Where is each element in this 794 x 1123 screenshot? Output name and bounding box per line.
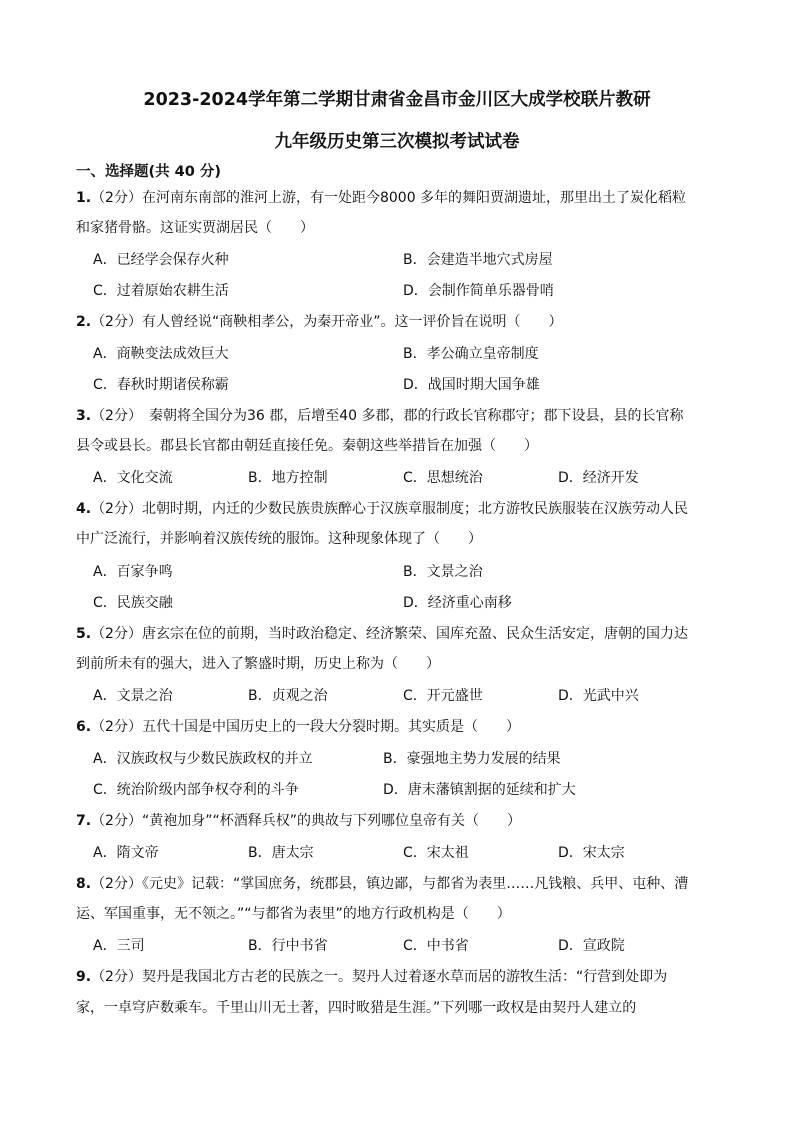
question-text: （2分） 秦朝将全国分为36 郡，后增至40 多郡，郡的行政长官称郡守；郡下设县，县的长官称 [91, 408, 684, 424]
question-3-option-c[interactable]: C．思想统治 [403, 470, 483, 486]
question-text: （2分）《元史》记载：“掌国庶务，统郡县，镇边鄙，与都省为表里……凡钱粮、兵甲、屯种、漕 [91, 876, 689, 892]
question-text: （2分）“黄袍加身”“杯酒释兵权”的典故与下列哪位皇帝有关（ ） [91, 813, 521, 829]
question-8-option-b[interactable]: B．行中书省 [248, 938, 328, 954]
question-4-line-1 [76, 498, 688, 518]
question-2-option-a[interactable]: A．商鞅变法成效巨大 [93, 346, 229, 362]
question-8-line-2: 运、军国重事，无不领之。”“与都省为表里”的地方行政机构是（ ） [76, 906, 511, 922]
question-6-option-d[interactable]: D．唐末藩镇割据的延续和扩大 [383, 782, 576, 798]
question-5-option-d[interactable]: D．光武中兴 [558, 688, 639, 704]
question-7-option-a[interactable]: A．隋文帝 [93, 845, 159, 861]
question-text: （2分）五代十国是中国历史上的一段大分裂时期。其实质是（ ） [91, 719, 520, 735]
question-text: （2分）有人曾经说“商鞅相孝公，为秦开帝业”。这一评价旨在说明（ ） [91, 314, 563, 330]
question-7-option-c[interactable]: C．宋太祖 [403, 845, 469, 861]
exam-title-line1: 2023-2024学年第二学期甘肃省金昌市金川区大成学校联片教研 [143, 90, 651, 110]
question-5-option-b[interactable]: B．贞观之治 [248, 688, 328, 704]
question-3-line-2: 县令或县长。郡县长官都由朝廷直接任免。秦朝这些举措旨在加强（ ） [76, 438, 538, 454]
question-text: （2分）在河南东南部的淮河上游，有一处距今8000 多年的舞阳贾湖遗址，那里出土了炭化稻粒 [91, 190, 687, 206]
question-number: 1. [76, 190, 92, 206]
question-number: 3. [76, 408, 92, 424]
question-3-option-d[interactable]: D．经济开发 [558, 470, 639, 486]
question-6-line-1 [76, 716, 520, 736]
question-6-option-a[interactable]: A．汉族政权与少数民族政权的并立 [93, 751, 313, 767]
question-1-line-1 [76, 187, 686, 207]
question-7-option-d[interactable]: D．宋太宗 [558, 845, 625, 861]
question-4-option-d[interactable]: D．经济重心南移 [403, 595, 512, 611]
question-number: 7. [76, 813, 92, 829]
question-9-line-1 [76, 966, 667, 986]
question-1-option-c[interactable]: C．过着原始农耕生活 [93, 283, 229, 299]
question-8-option-a[interactable]: A．三司 [93, 938, 145, 954]
question-7-option-b[interactable]: B．唐太宗 [248, 845, 314, 861]
question-1-option-b[interactable]: B．会建造半地穴式房屋 [403, 252, 553, 268]
question-4-option-c[interactable]: C．民族交融 [93, 595, 173, 611]
question-1-option-a[interactable]: A．已经学会保存火种 [93, 252, 229, 268]
question-text: （2分）北朝时期，内迁的少数民族贵族醉心于汉族章服制度；北方游牧民族服装在汉族劳动人民 [91, 501, 688, 517]
question-number: 5. [76, 626, 92, 642]
question-2-line-1 [76, 311, 562, 331]
question-number: 8. [76, 876, 92, 892]
question-2-option-d[interactable]: D．战国时期大国争雄 [403, 377, 540, 393]
question-4-line-2: 中广泛流行，并影响着汉族传统的服饰。这种现象体现了（ ） [76, 531, 482, 547]
question-5-line-1 [76, 623, 688, 643]
question-8-option-c[interactable]: C．中书省 [403, 938, 469, 954]
question-3-line-1 [76, 405, 684, 425]
question-3-option-b[interactable]: B．地方控制 [248, 470, 328, 486]
question-3-option-a[interactable]: A．文化交流 [93, 470, 173, 486]
question-6-option-c[interactable]: C．统治阶级内部争权夺利的斗争 [93, 782, 299, 798]
question-8-option-d[interactable]: D．宣政院 [558, 938, 625, 954]
question-4-option-a[interactable]: A．百家争鸣 [93, 564, 173, 580]
question-5-option-a[interactable]: A．文景之治 [93, 688, 173, 704]
question-9-line-2: 家，一卓穹庐数乘车。千里山川无土著，四时畋猎是生涯。”下列哪一政权是由契丹人建立的 [76, 1000, 637, 1016]
question-text: （2分）唐玄宗在位的前期，当时政治稳定、经济繁荣、国库充盈、民众生活安定，唐朝的国力达 [91, 626, 688, 642]
question-text: （2分）契丹是我国北方古老的民族之一。契丹人过着逐水草而居的游牧生活：“行营到处即为 [91, 969, 668, 985]
question-number: 2. [76, 314, 92, 330]
question-number: 4. [76, 501, 92, 517]
question-1-option-d[interactable]: D．会制作简单乐器骨哨 [403, 283, 554, 299]
question-number: 9. [76, 969, 92, 985]
question-number: 6. [76, 719, 92, 735]
question-2-option-b[interactable]: B．孝公确立皇帝制度 [403, 346, 539, 362]
question-8-line-1 [76, 873, 688, 893]
question-1-line-2: 和家猪骨骼。这证实贾湖居民（ ） [76, 220, 314, 236]
question-5-option-c[interactable]: C．开元盛世 [403, 688, 483, 704]
question-6-option-b[interactable]: B．豪强地主势力发展的结果 [383, 751, 561, 767]
question-7-line-1 [76, 810, 521, 830]
question-4-option-b[interactable]: B．文景之治 [403, 564, 483, 580]
exam-title-line2: 九年级历史第三次模拟考试试卷 [274, 132, 520, 152]
question-5-line-2: 到前所未有的强大，进入了繁盛时期，历史上称为（ ） [76, 656, 440, 672]
question-2-option-c[interactable]: C．春秋时期诸侯称霸 [93, 377, 229, 393]
section-heading: 一、选择题(共 40 分) [76, 164, 222, 180]
